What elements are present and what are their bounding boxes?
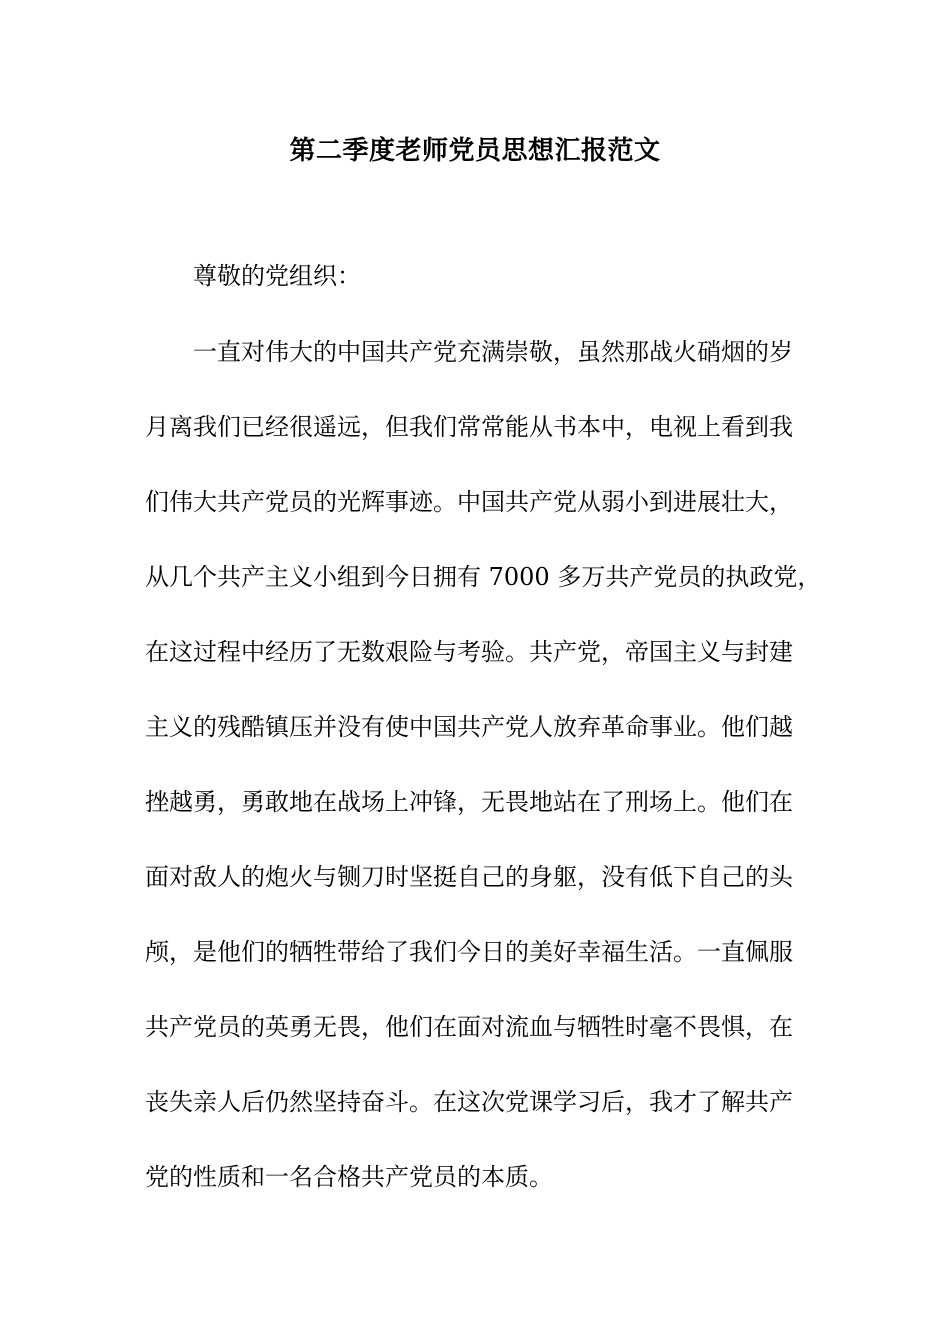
paragraph-line: 面对敌人的炮火与铡刀时坚挺自己的身躯，没有低下自己的头	[145, 863, 793, 891]
paragraph-line: 月离我们已经很遥远，但我们常常能从书本中，电视上看到我	[145, 413, 793, 441]
paragraph-line: 挫越勇，勇敢地在战场上冲锋，无畏地站在了刑场上。他们在	[145, 788, 793, 816]
paragraph-line: 一直对伟大的中国共产党充满崇敬，虽然那战火硝烟的岁	[193, 338, 793, 366]
paragraph-line: 在这过程中经历了无数艰险与考验。共产党，帝国主义与封建	[145, 638, 793, 666]
paragraph-line: 从几个共产主义小组到今日拥有 7000 多万共产党员的执政党，	[145, 563, 822, 591]
paragraph-line: 颅，是他们的牺牲带给了我们今日的美好幸福生活。一直佩服	[145, 938, 793, 966]
paragraph-line: 共产党员的英勇无畏，他们在面对流血与牺牲时毫不畏惧，在	[145, 1013, 793, 1041]
document-title: 第二季度老师党员思想汇报范文	[289, 136, 661, 166]
paragraph-line: 们伟大共产党员的光辉事迹。中国共产党从弱小到进展壮大，	[145, 488, 793, 516]
paragraph-line: 党的性质和一名合格共产党员的本质。	[145, 1163, 553, 1191]
paragraph-line: 丧失亲人后仍然坚持奋斗。在这次党课学习后，我才了解共产	[145, 1088, 793, 1116]
paragraph-line: 主义的残酷镇压并没有使中国共产党人放弃革命事业。他们越	[145, 713, 793, 741]
salutation: 尊敬的党组织：	[193, 262, 361, 290]
